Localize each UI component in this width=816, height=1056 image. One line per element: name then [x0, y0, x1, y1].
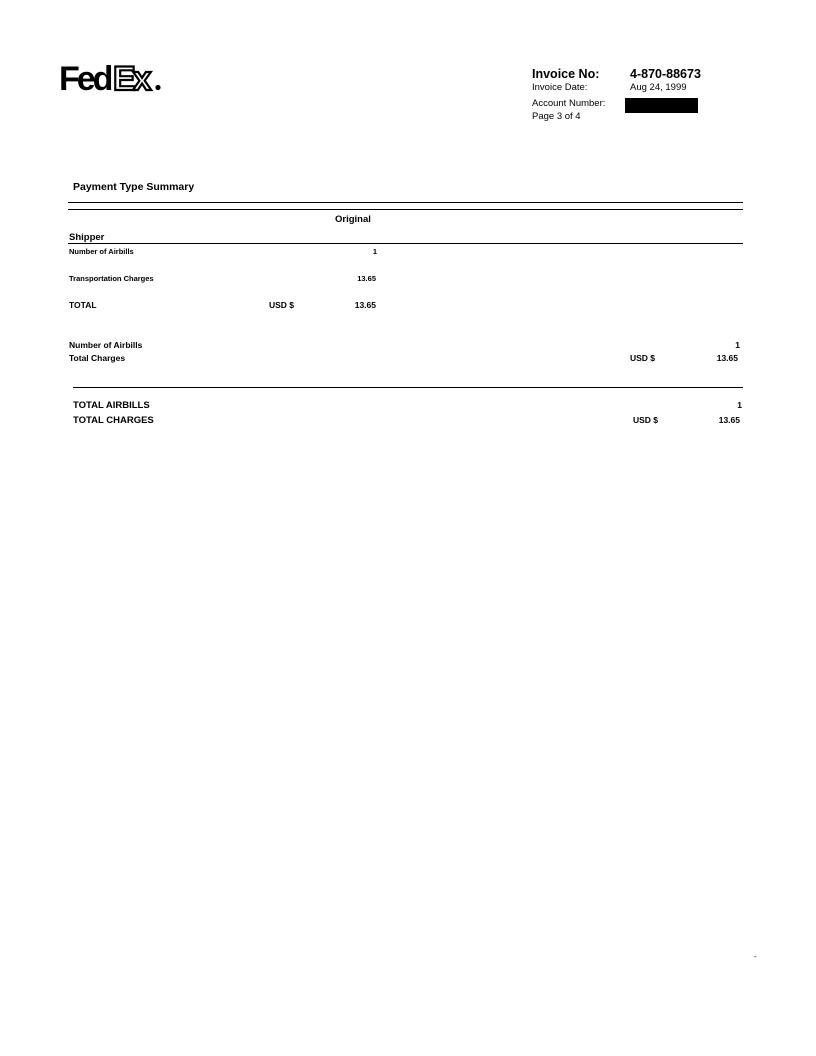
subtotal-airbills-label: Number of Airbills	[69, 340, 143, 350]
invoice-date-label: Invoice Date:	[532, 82, 588, 93]
fedex-logo	[59, 58, 169, 98]
account-number-label: Account Number:	[532, 98, 606, 109]
svg-text:Ex: Ex	[113, 60, 149, 98]
grand-charges-value: 13.65	[718, 415, 740, 425]
subtotal-charges-value: 13.65	[716, 353, 738, 363]
divider	[68, 202, 743, 203]
row-label-airbills: Number of Airbills	[69, 247, 134, 256]
subtotal-charges-currency: USD $	[630, 353, 656, 363]
divider	[68, 209, 743, 210]
row-value-transportation: 13.65	[357, 274, 376, 283]
grand-charges-currency: USD $	[633, 415, 659, 425]
grand-airbills-label: TOTAL AIRBILLS	[73, 400, 150, 411]
section-title: Payment Type Summary	[73, 181, 195, 193]
column-header-original: Original	[335, 214, 371, 225]
grand-charges-label: TOTAL CHARGES	[73, 415, 154, 426]
svg-text:Fed: Fed	[59, 60, 111, 98]
subtotal-airbills-value: 1	[735, 340, 740, 350]
total-value: 13.65	[354, 300, 376, 310]
divider	[68, 243, 743, 244]
invoice-date-value: Aug 24, 1999	[630, 82, 687, 93]
total-currency: USD $	[269, 300, 295, 310]
row-label-transportation: Transportation Charges	[69, 274, 154, 283]
invoice-no-value: 4-870-88673	[630, 67, 701, 81]
divider	[73, 387, 743, 388]
invoice-no-label: Invoice No:	[532, 67, 600, 81]
total-label: TOTAL	[69, 300, 97, 310]
grand-airbills-value: 1	[737, 400, 742, 410]
subtotal-charges-label: Total Charges	[69, 353, 126, 363]
page-indicator: Page 3 of 4	[532, 111, 581, 122]
account-number-redaction	[625, 98, 698, 113]
row-value-airbills: 1	[372, 247, 377, 256]
group-label-shipper: Shipper	[69, 232, 105, 243]
footer-mark: -	[754, 952, 757, 961]
